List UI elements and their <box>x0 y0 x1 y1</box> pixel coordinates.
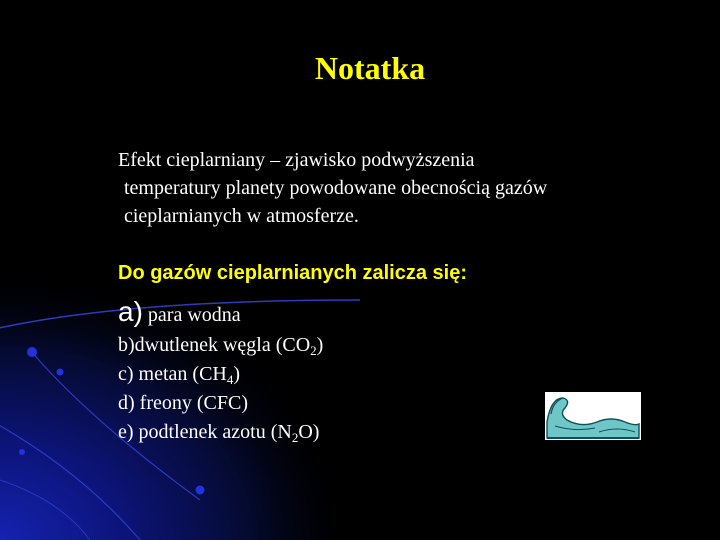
item-marker: a) <box>118 296 143 327</box>
item-text: para wodna <box>147 304 241 326</box>
list-item <box>118 360 323 389</box>
subscript: 2 <box>291 430 299 445</box>
item-text-end: ) <box>316 334 324 356</box>
list-item <box>118 418 323 447</box>
item-text: d) freony (CFC) <box>118 392 248 414</box>
definition-line: temperatury planety powodowane obecnością gazów <box>124 177 548 199</box>
item-text-end: ) <box>233 363 241 385</box>
decor-dot <box>196 486 205 495</box>
list-item <box>118 295 323 331</box>
gas-list <box>118 295 323 447</box>
subscript: 2 <box>310 343 317 358</box>
definition-paragraph <box>118 146 678 230</box>
item-text-end: O) <box>298 421 320 443</box>
list-item <box>118 331 323 360</box>
list-heading: Do gazów cieplarnianych zalicza się: <box>118 262 468 284</box>
item-text: b)dwutlenek węgla (CO <box>118 334 311 356</box>
list-item <box>118 389 323 418</box>
subscript: 4 <box>226 372 234 387</box>
slide-title: Notatka <box>314 50 426 86</box>
decor-dot <box>19 449 25 455</box>
decor-dot <box>57 369 64 376</box>
item-text: c) metan (CH <box>118 363 227 385</box>
ocean-wave-icon <box>545 392 641 440</box>
definition-line: Efekt cieplarniany – zjawisko podwyższenia <box>118 149 475 171</box>
decor-dot <box>27 347 37 357</box>
item-text: e) podtlenek azotu (N <box>118 421 292 443</box>
definition-line: cieplarnianych w atmosferze. <box>124 205 359 227</box>
